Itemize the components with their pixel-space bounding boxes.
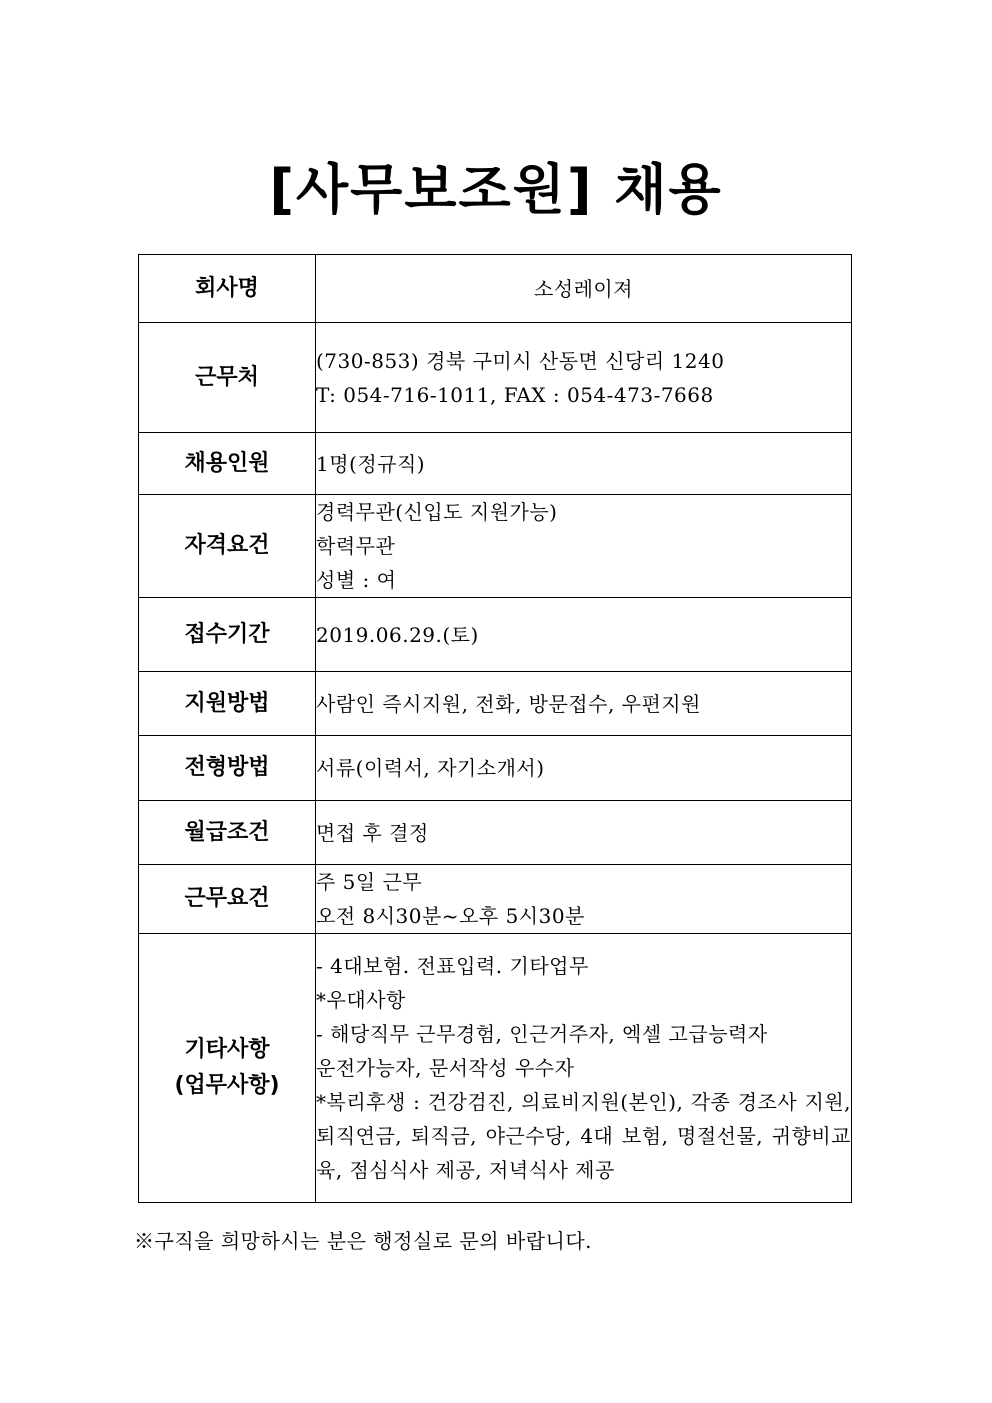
table-row [139,934,852,1203]
address-line: (730-853) 경북 구미시 산동면 신당리 1240 [316,348,725,373]
row-label: 자격요건 [139,495,316,598]
row-value [316,495,852,598]
row-value [316,672,852,736]
row-label-sub: (업무사항) [174,1073,280,1098]
contact-line: T: 054-716-1011, FAX : 054-473-7668 [316,382,714,407]
row-label-main: 기타사항 [184,1037,270,1062]
value-line: 오전 8시30분~오후 5시30분 [316,904,585,928]
row-value [316,736,852,801]
table-row [139,495,852,598]
row-value [316,865,852,934]
row-label: 근무처 [139,323,316,433]
value-line: - 해당직무 근무경험, 인근거주자, 엑셀 고급능력자 [316,1022,768,1046]
value-line: 2019.06.29.(토) [316,622,479,647]
row-value [316,323,852,433]
value-line: 면접 후 결정 [316,820,429,845]
table-row [139,323,852,433]
row-label: 근무요건 [139,865,316,934]
table-row [139,255,852,323]
table-row [139,801,852,865]
value-line: 서류(이력서, 자기소개서) [316,756,545,780]
company-name: 소성레이져 [533,276,634,301]
row-value [316,801,852,865]
row-value [316,255,852,323]
value-line: 사람인 즉시지원, 전화, 방문접수, 우편지원 [316,691,701,716]
row-label: 지원방법 [139,672,316,736]
value-line: 주 5일 근무 [316,870,423,894]
table-row [139,598,852,672]
job-posting-table [138,254,852,1203]
row-value [316,934,852,1203]
value-line: 1명(정규직) [316,451,426,476]
welfare-paragraph: *복리후생 : 건강검진, 의료비지원(본인), 각종 경조사 지원, 퇴직연금, 퇴직금, 야근수당, 4대 보험, 명절선물, 귀향비교육, 점심식사 제공, 저녁식사 제공 [316,1090,851,1182]
row-label: 월급조건 [139,801,316,865]
row-label: 회사명 [139,255,316,323]
table-row [139,672,852,736]
value-line: 성별 : 여 [316,568,397,592]
value-line: *우대사항 [316,988,406,1012]
row-label [139,934,316,1203]
row-label: 채용인원 [139,433,316,495]
table-row [139,736,852,801]
table-row [139,433,852,495]
value-line: - 4대보험. 전표입력. 기타업무 [316,954,589,978]
row-label: 접수기간 [139,598,316,672]
page-title: [사무보조원] 채용 [269,158,723,221]
row-label: 전형방법 [139,736,316,801]
value-line: 학력무관 [316,534,396,558]
row-value [316,598,852,672]
value-line: 운전가능자, 문서작성 우수자 [316,1056,575,1080]
row-value [316,433,852,495]
footer-note: ※구직을 희망하시는 분은 행정실로 문의 바랍니다. [134,1229,593,1253]
table-row [139,865,852,934]
value-line: 경력무관(신입도 지원가능) [316,500,558,524]
